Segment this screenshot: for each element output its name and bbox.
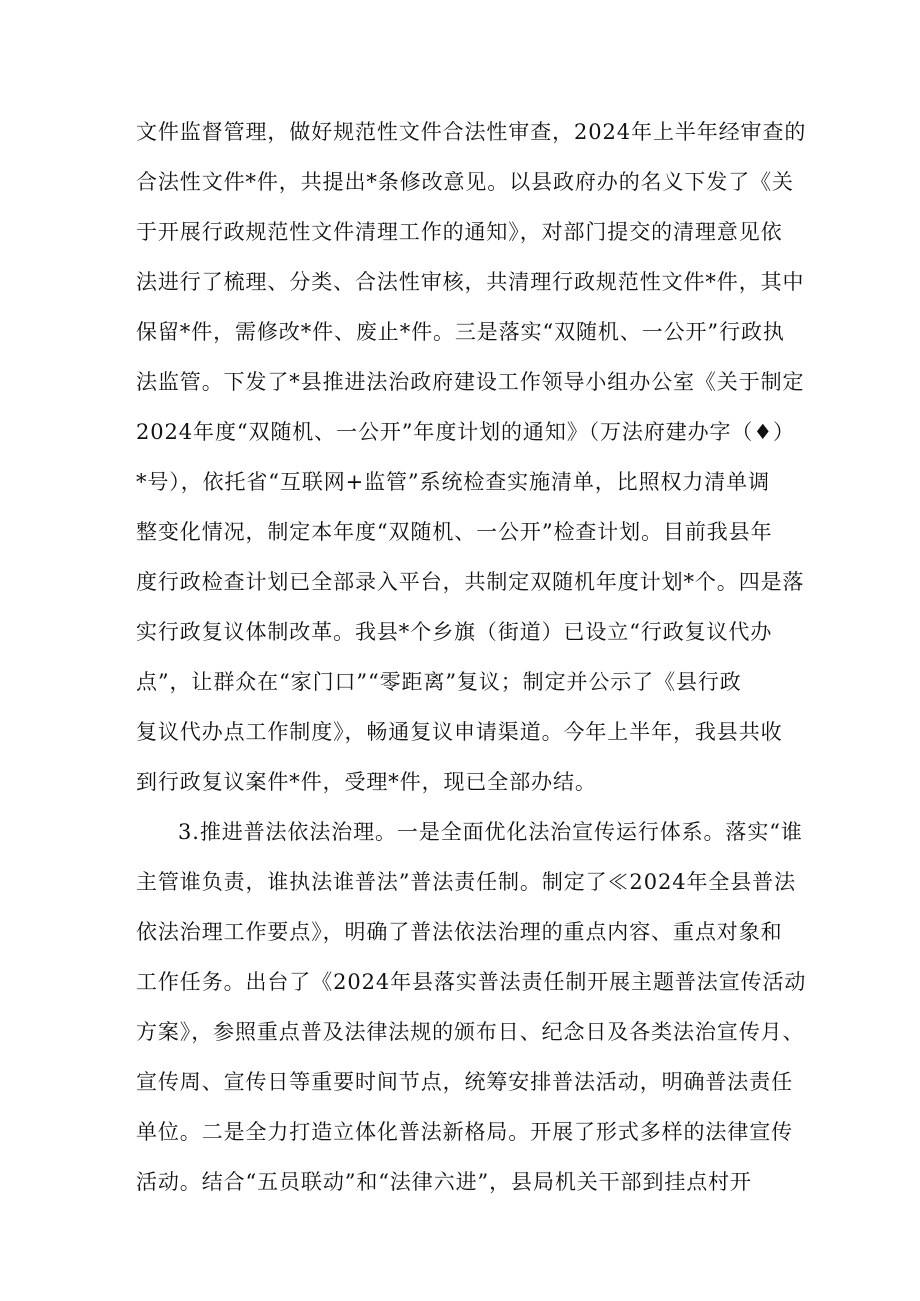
paragraph-1-line: 2024年度“双随机、一公开”年度计划的通知》（万法府建办字（♦） — [136, 420, 795, 444]
paragraph-2-line: 主管谁负责，谁执法谁普法”普法责任制。制定了≪2024年全县普法 — [136, 870, 796, 894]
paragraph-1-line: 整变化情况，制定本年度“双随机、一公开”检查计划。目前我县年 — [136, 520, 773, 544]
paragraph-1-line: 度行政检查计划已全部录入平台，共制定双随机年度计划*个。四是落 — [136, 570, 805, 594]
paragraph-1-line: 法进行了梳理、分类、合法性审核，共清理行政规范性文件*件，其中 — [136, 270, 805, 294]
paragraph-1-line: 于开展行政规范性文件清理工作的通知》，对部门提交的清理意见依 — [136, 220, 783, 244]
paragraph-2-line: 依法治理工作要点》，明确了普法依法治理的重点内容、重点对象和 — [136, 920, 783, 944]
paragraph-2-line: 宣传周、宣传日等重要时间节点，统筹安排普法活动，明确普法责任 — [136, 1070, 793, 1094]
paragraph-2-line: 3.推进普法依法治理。一是全面优化法治宣传运行体系。落实“谁 — [178, 820, 803, 844]
paragraph-1-line: 文件监督管理，做好规范性文件合法性审查，2024年上半年经审查的 — [136, 120, 807, 144]
paragraph-2-line: 工作任务。出台了《2024年县落实普法责任制开展主题普法宣传活动 — [136, 970, 807, 994]
paragraph-2-line: 方案》，参照重点普及法律法规的颁布日、纪念日及各类法治宣传月、 — [136, 1020, 805, 1044]
paragraph-1-line: 到行政复议案件*件，受理*件，现已全部办结。 — [136, 770, 597, 794]
paragraph-1-line: 法监管。下发了*县推进法治政府建设工作领导小组办公室《关于制定 — [136, 370, 805, 394]
paragraph-1-line: 点”，让群众在“家门口”“零距离”复议；制定并公示了《县行政 — [136, 670, 742, 694]
paragraph-2-line: 活动。结合“五员联动”和“法律六进”，县局机关干部到挂点村开 — [136, 1170, 752, 1194]
paragraph-1-line: 保留*件，需修改*件、废止*件。三是落实“双随机、一公开”行政执 — [136, 320, 785, 344]
paragraph-1-line: 复议代办点工作制度》，畅通复议申请渠道。今年上半年，我县共收 — [136, 720, 783, 744]
paragraph-2-line: 单位。二是全力打造立体化普法新格局。开展了形式多样的法律宣传 — [136, 1120, 793, 1144]
paragraph-1-line: 合法性文件*件，共提出*条修改意见。以县政府办的名义下发了《关 — [136, 170, 794, 194]
paragraph-1-line: 实行政复议体制改革。我县*个乡旗（街道）已设立“行政复议代办 — [136, 620, 773, 644]
paragraph-1-line: *号），依托省“互联网+监管”系统检查实施清单，比照权力清单调 — [136, 470, 770, 494]
